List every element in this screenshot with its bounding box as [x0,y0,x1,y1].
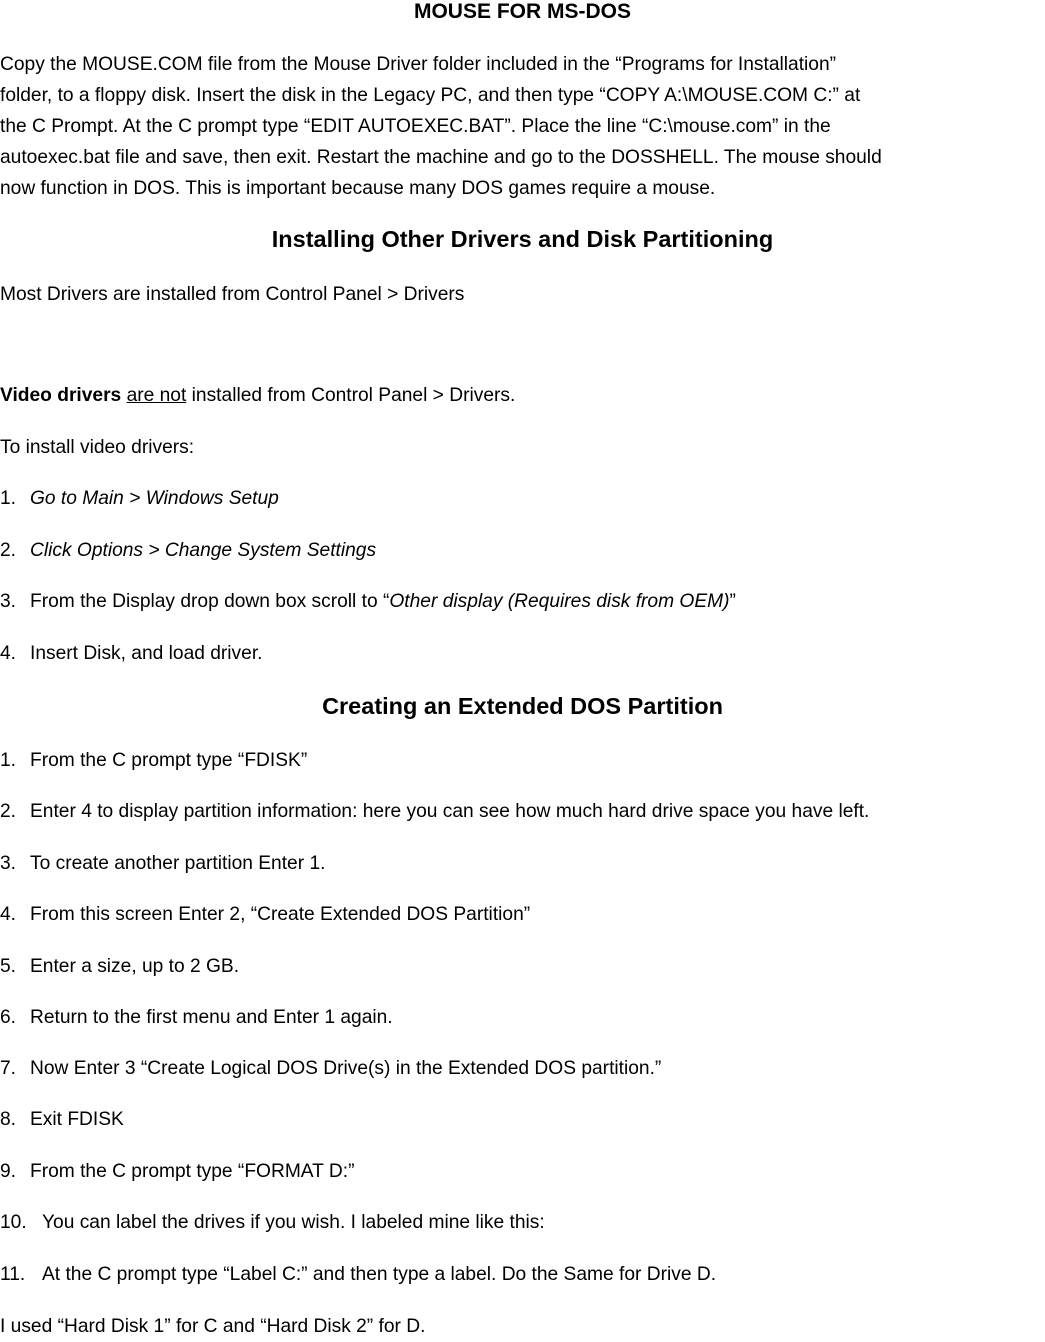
mouse-line: folder, to a floppy disk. Insert the disk in the Legacy PC, and then type “COPY A:\MOUSE.COM C:” at [0,85,861,106]
step-text: Now Enter 3 “Create Logical DOS Drive(s) in the Extended DOS partition.” [30,1058,662,1079]
step-number: 1. [0,488,17,509]
step-text: From the C prompt type “FORMAT D:” [30,1161,355,1182]
step-text: To create another partition Enter 1. [30,853,326,874]
partition-step [0,1259,716,1290]
step-text-suffix: ” [729,591,736,612]
step-text: Insert Disk, and load driver. [30,643,263,664]
mouse-line: now function in DOS. This is important because many DOS games require a mouse. [0,178,716,199]
step-text: At the C prompt type “Label C:” and then type a label. Do the Same for Drive D. [42,1264,717,1285]
mouse-line: Copy the MOUSE.COM file from the Mouse Driver folder included in the “Programs for Installation” [0,54,837,75]
video-drivers-underline: are not [126,385,187,406]
partition-step [0,745,307,776]
partition-step [0,848,325,879]
step-number: 7. [0,1058,17,1079]
closing-line: I used “Hard Disk 1” for C and “Hard Disk 2” for D. [0,1316,426,1337]
partition-step [0,1053,661,1084]
partition-step [0,951,239,982]
step-text: Go to Main > Windows Setup [30,488,279,509]
video-step [0,535,376,566]
step-text: You can label the drives if you wish. I labeled mine like this: [42,1212,545,1233]
mouse-paragraph [0,49,882,204]
video-drivers-rest: installed from Control Panel > Drivers. [186,385,516,406]
partition-step [0,1207,545,1238]
mouse-line: the C Prompt. At the C prompt type “EDIT AUTOEXEC.BAT”. Place the line “C:\mouse.com” in the [0,116,831,137]
partition-section-title: Creating an Extended DOS Partition [322,693,723,719]
partition-step [0,1104,124,1135]
mouse-line: autoexec.bat file and save, then exit. Restart the machine and go to the DOSSHELL. The mouse should [0,147,882,168]
step-number: 2. [0,540,17,561]
install-video-intro: To install video drivers: [0,437,195,458]
video-step [0,638,263,669]
step-text: From the C prompt type “FDISK” [30,750,308,771]
step-number: 6. [0,1007,17,1028]
step-number: 4. [0,643,17,664]
partition-step [0,1156,354,1187]
video-step [0,586,736,617]
step-number: 4. [0,904,17,925]
step-text: From this screen Enter 2, “Create Extended DOS Partition” [30,904,531,925]
step-number: 5. [0,956,17,977]
step-text: Return to the first menu and Enter 1 again. [30,1007,393,1028]
step-number: 3. [0,853,17,874]
step-number: 1. [0,750,17,771]
step-number: 10. [0,1212,27,1233]
step-text: Exit FDISK [30,1109,124,1130]
step-text-italic: Other display (Requires disk from OEM) [389,591,730,612]
video-drivers-line [0,380,515,411]
partition-step [0,1002,393,1033]
partition-step [0,899,530,930]
video-step [0,483,279,514]
step-number: 3. [0,591,17,612]
step-text: Enter 4 to display partition information: here you can see how much hard drive space you have left. [30,801,870,822]
step-number: 9. [0,1161,17,1182]
mouse-section-title: MOUSE FOR MS-DOS [413,0,631,23]
step-number: 11. [0,1264,26,1285]
drivers-section-title: Installing Other Drivers and Disk Partitioning [271,226,774,252]
step-text: From the Display drop down box scroll to “ [30,591,390,612]
step-number: 2. [0,801,17,822]
drivers-intro: Most Drivers are installed from Control Panel > Drivers [0,284,465,305]
step-text: Click Options > Change System Settings [30,540,377,561]
partition-step [0,796,869,827]
step-number: 8. [0,1109,17,1130]
step-text: Enter a size, up to 2 GB. [30,956,240,977]
video-drivers-bold: Video drivers [0,385,122,406]
